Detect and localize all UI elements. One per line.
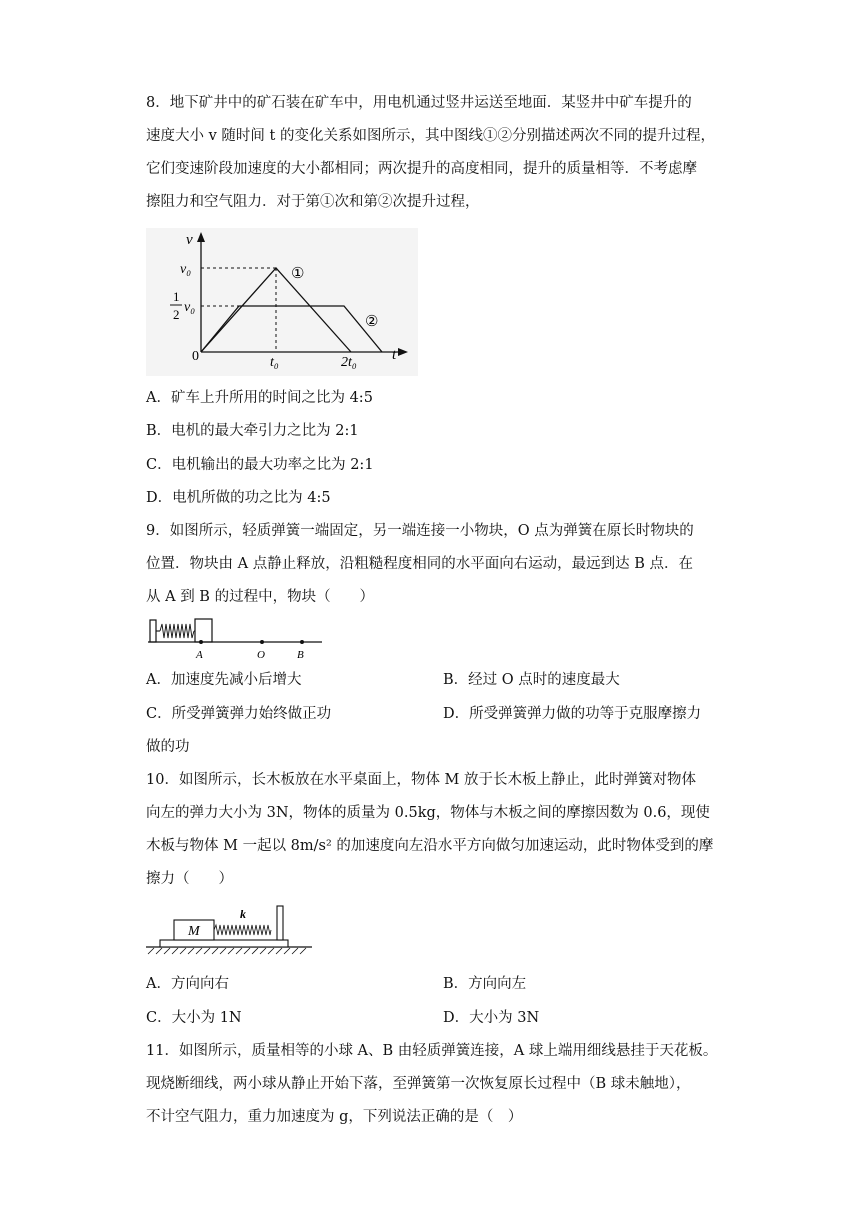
q9-line-3: 从 A 到 B 的过程中，物块（ ） bbox=[146, 589, 375, 605]
q10-option-c[interactable]: C．大小为 1N bbox=[146, 1010, 242, 1026]
q10-option-b[interactable]: B．方向向左 bbox=[443, 976, 527, 992]
q8-option-a[interactable]: A．矿车上升所用的时间之比为 4:5 bbox=[146, 390, 373, 406]
q8-line-4: 擦阻力和空气阻力．对于第①次和第②次提升过程， bbox=[146, 194, 480, 210]
q10-line-4: 擦力（ ） bbox=[146, 871, 233, 887]
block-m-label: M bbox=[188, 924, 200, 939]
q9-line-2: 位置．物块由 A 点静止释放，沿粗糙程度相同的水平面向右运动，最远到达 B 点．在 bbox=[146, 556, 694, 572]
tick-half-num: 1 bbox=[173, 289, 180, 304]
q10-line-1: 10．如图所示，长木板放在水平桌面上，物体 M 放于长木板上静止，此时弹簧对物体 bbox=[146, 772, 697, 788]
tick-2t0: 2t₀ bbox=[341, 355, 357, 370]
q8-line-2: 速度大小 v 随时间 t 的变化关系如图所示，其中图线①②分别描述两次不同的提升过程， bbox=[146, 128, 715, 144]
axis-label-v: v bbox=[186, 232, 193, 248]
q10-line-2: 向左的弹力大小为 3N，物体的质量为 0.5kg，物体与木板之间的摩擦因数为 0.6，现使 bbox=[146, 805, 710, 821]
q9-option-c[interactable]: C．所受弹簧弹力始终做正功 bbox=[146, 706, 332, 722]
q11-line-3: 不计空气阻力，重力加速度为 g，下列说法正确的是（ ） bbox=[146, 1109, 523, 1125]
q9-line-1: 9．如图所示，轻质弹簧一端固定，另一端连接一小物块，O 点为弹簧在原长时物块的 bbox=[146, 523, 694, 539]
q8-vt-graph bbox=[146, 228, 418, 376]
long-board bbox=[160, 940, 288, 947]
q9-option-d[interactable]: D．所受弹簧弹力做的功等于克服摩擦力 bbox=[443, 706, 702, 722]
tick-half-v0: v₀ bbox=[184, 300, 196, 315]
q8-line-1: 8．地下矿井中的矿石装在矿车中，用电机通过竖井运送至地面．某竖井中矿车提升的 bbox=[146, 95, 692, 111]
tick-half-den: 2 bbox=[173, 307, 180, 322]
point-b-label: B bbox=[297, 649, 304, 661]
q9-option-d-cont: 做的功 bbox=[146, 739, 190, 755]
q9-option-b[interactable]: B．经过 O 点时的速度最大 bbox=[443, 672, 620, 688]
graph-label-2: ② bbox=[365, 314, 379, 330]
point-a-label: A bbox=[196, 649, 203, 661]
q10-board-figure bbox=[146, 902, 312, 956]
point-o-label: O bbox=[257, 649, 265, 661]
q8-option-b[interactable]: B．电机的最大牵引力之比为 2:1 bbox=[146, 423, 359, 439]
q11-line-2: 现烧断细线，两小球从静止开始下落，至弹簧第一次恢复原长过程中（B 球未触地）， bbox=[146, 1076, 691, 1092]
tick-v0: v₀ bbox=[180, 262, 192, 277]
q8-option-c[interactable]: C．电机输出的最大功率之比为 2:1 bbox=[146, 457, 374, 473]
q10-line-3: 木板与物体 M 一起以 8m/s² 的加速度向左沿水平方向做匀加速运动，此时物体受到的摩 bbox=[146, 838, 714, 854]
q8-line-3: 它们变速阶段加速度的大小都相同；两次提升的高度相同，提升的质量相等．不考虑摩 bbox=[146, 161, 697, 177]
q9-option-a[interactable]: A．加速度先减小后增大 bbox=[146, 672, 302, 688]
q8-option-d[interactable]: D．电机所做的功之比为 4:5 bbox=[146, 490, 331, 506]
graph-label-1: ① bbox=[291, 266, 305, 282]
origin-label: 0 bbox=[192, 349, 199, 364]
q10-option-d[interactable]: D．大小为 3N bbox=[443, 1010, 540, 1026]
tick-t0: t₀ bbox=[270, 355, 279, 370]
block bbox=[195, 619, 212, 642]
axis-label-t: t bbox=[392, 347, 397, 363]
q9-spring-figure bbox=[146, 616, 328, 664]
q11-line-1: 11．如图所示，质量相等的小球 A、B 由轻质弹簧连接，A 球上端用细线悬挂于天花板。 bbox=[146, 1043, 718, 1059]
spring-k-label: k bbox=[240, 907, 246, 921]
q10-option-a[interactable]: A．方向向右 bbox=[146, 976, 229, 992]
